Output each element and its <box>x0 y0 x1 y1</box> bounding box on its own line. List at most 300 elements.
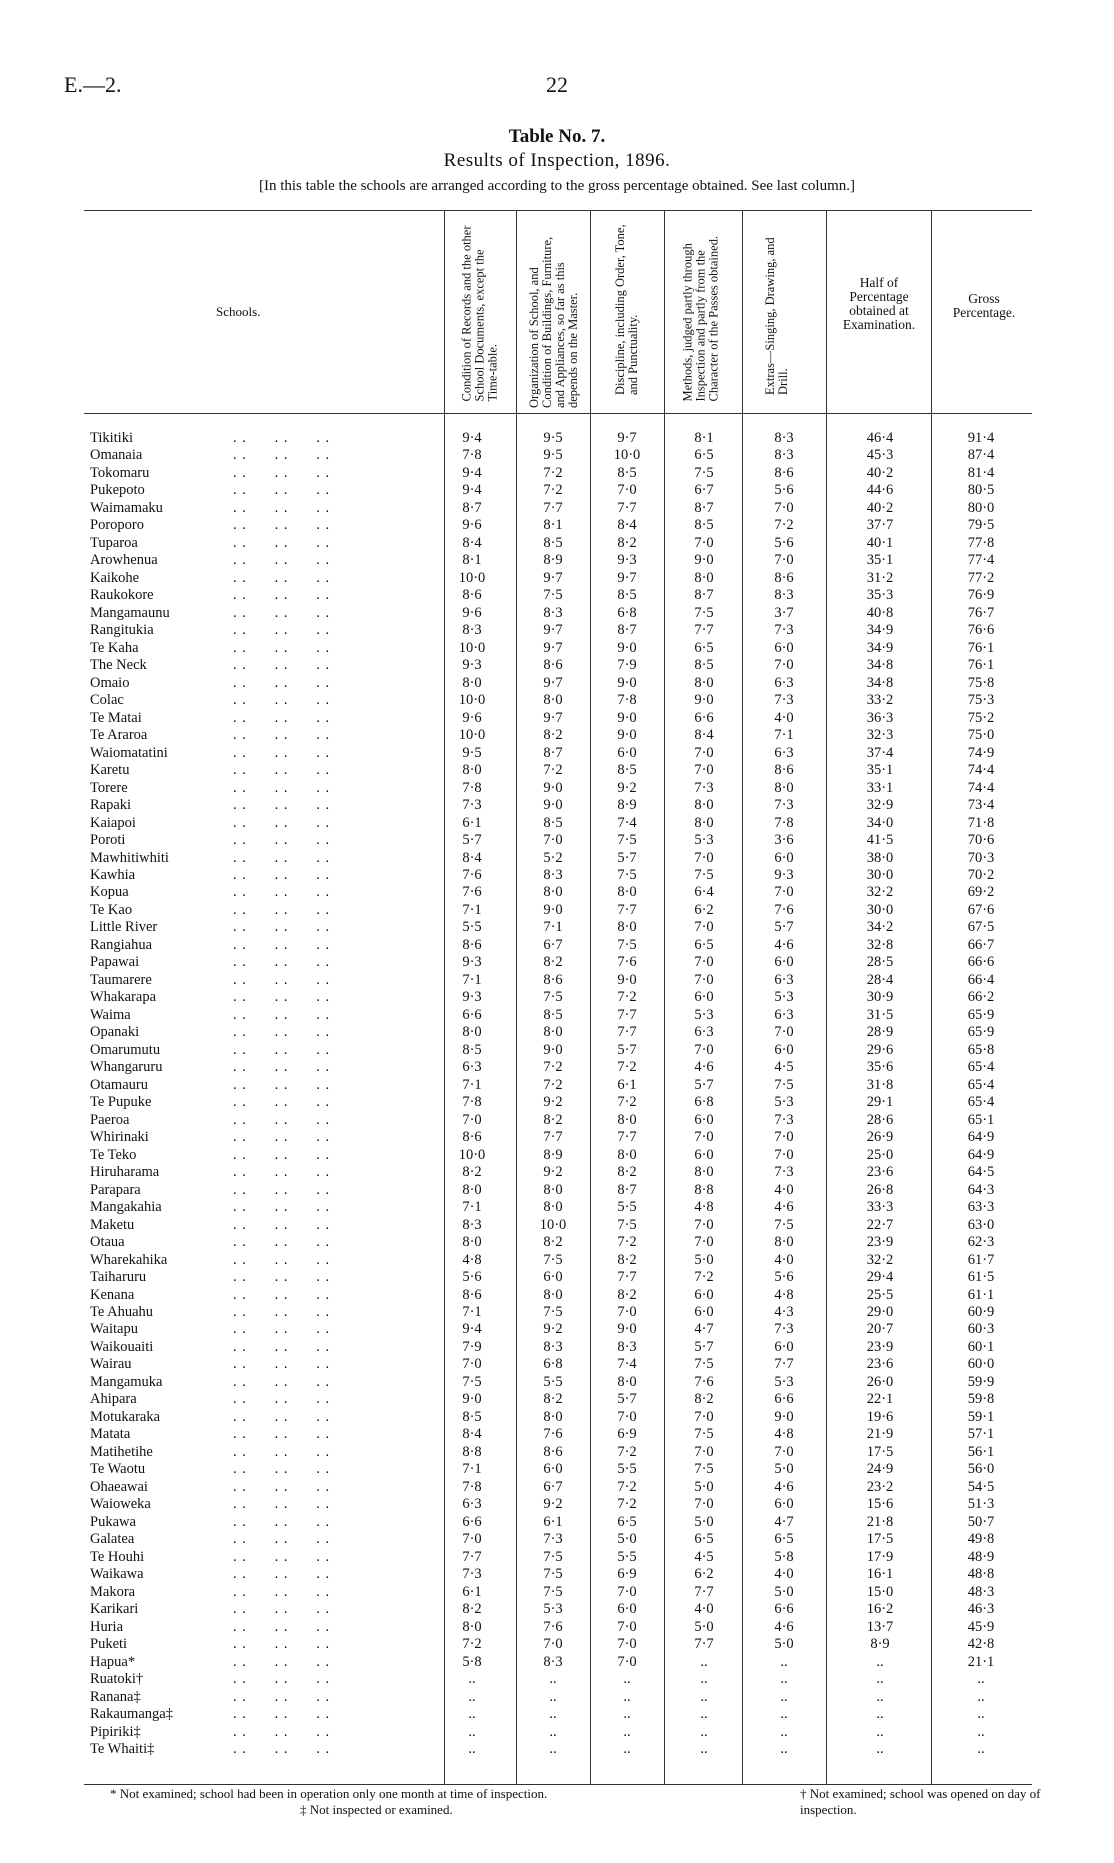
records-score: 7·7 <box>462 1548 482 1565</box>
school-name: Te Kaha <box>90 639 139 656</box>
leader-dots: . . . . . . <box>233 587 331 604</box>
half-percentage: 26·9 <box>866 1129 894 1146</box>
discipline-score: 7·5 <box>617 867 637 883</box>
extras-score: 6·0 <box>774 1041 794 1058</box>
half-percentage: 29·0 <box>866 1304 894 1320</box>
methods-score: 8·4 <box>694 727 714 744</box>
extras-score: 7·0 <box>774 552 794 569</box>
table-subtitle: Results of Inspection, 1896. <box>443 150 671 171</box>
half-percentage: 34·9 <box>866 639 894 656</box>
organization-score: 9·5 <box>543 447 563 464</box>
half-percentage: 23·9 <box>866 1234 894 1251</box>
school-name: Omaio <box>90 674 130 691</box>
records-score: 8·0 <box>462 1234 482 1251</box>
records-score: 7·8 <box>462 1478 482 1495</box>
half-percentage: 28·5 <box>866 954 894 971</box>
methods-score: 7·5 <box>694 464 714 481</box>
gross-percentage: 66·2 <box>967 989 995 1006</box>
methods-score: 7·0 <box>694 534 714 551</box>
table-row <box>0 937 1114 954</box>
extras-score: 4·5 <box>774 1059 794 1076</box>
organization-score: 5·5 <box>543 1373 563 1390</box>
records-score: 9·3 <box>462 954 482 971</box>
methods-score: .. <box>700 1706 708 1723</box>
table-row <box>0 1531 1114 1548</box>
organization-score: 9·7 <box>543 569 563 586</box>
extras-score: 6·6 <box>774 1601 794 1618</box>
gross-percentage: .. <box>977 1723 985 1740</box>
discipline-score: 9·0 <box>617 971 637 988</box>
extras-score: 7·3 <box>774 622 794 639</box>
methods-score: 7·2 <box>694 1269 714 1286</box>
table-row <box>0 1042 1114 1059</box>
leader-dots: . . . . . . <box>233 1601 331 1618</box>
extras-score: 4·8 <box>774 1426 794 1443</box>
table-row <box>0 1566 1114 1583</box>
table-row <box>0 622 1114 639</box>
methods-score: 6·3 <box>694 1024 714 1041</box>
header-extras: Extras—Singing, Drawing, and Drill. <box>763 237 790 395</box>
half-percentage: 35·1 <box>866 762 894 779</box>
gross-percentage: 69·2 <box>967 884 995 901</box>
header-gross-percentage: Gross Percentage. <box>952 291 1016 320</box>
records-score: 9·0 <box>462 1391 482 1408</box>
records-score: 7·0 <box>462 1111 482 1128</box>
half-percentage: 24·9 <box>866 1461 894 1478</box>
leader-dots: . . . . . . <box>233 1706 331 1723</box>
gross-percentage: 54·5 <box>967 1478 995 1495</box>
records-score: 7·8 <box>462 1094 482 1111</box>
leader-dots: . . . . . . <box>233 1338 331 1355</box>
table-row <box>0 657 1114 674</box>
organization-score: .. <box>549 1723 557 1740</box>
gross-percentage: 77·4 <box>967 552 995 569</box>
methods-score: 7·0 <box>694 744 714 761</box>
organization-score: 9·2 <box>543 1496 563 1513</box>
header-schools: Schools. <box>216 304 261 319</box>
gross-percentage: 76·9 <box>967 587 995 604</box>
leader-dots: . . . . . . <box>233 569 331 586</box>
methods-score: 9·0 <box>694 552 714 569</box>
school-name: Taumarere <box>90 971 152 988</box>
discipline-score: 5·5 <box>617 1199 637 1216</box>
half-percentage: 13·7 <box>866 1618 894 1635</box>
table-row <box>0 745 1114 762</box>
extras-score: 6·0 <box>774 1496 794 1513</box>
gross-percentage: 67·5 <box>967 919 995 936</box>
organization-score: 7·0 <box>543 1636 563 1653</box>
leader-dots: . . . . . . <box>233 1408 331 1425</box>
extras-score: 4·6 <box>774 1618 794 1635</box>
extras-score: 6·5 <box>774 1531 794 1548</box>
organization-score: 9·2 <box>543 1321 563 1338</box>
table-row <box>0 1636 1114 1653</box>
school-name: Mangamuka <box>90 1373 163 1390</box>
gross-percentage: 21·1 <box>967 1653 995 1670</box>
page-number: 22 <box>546 72 568 97</box>
leader-dots: . . . . . . <box>233 1741 331 1757</box>
records-score: 7·1 <box>462 971 482 988</box>
organization-score: 7·2 <box>543 1076 563 1093</box>
half-percentage: 22·7 <box>866 1216 894 1233</box>
extras-score: 3·7 <box>774 604 794 621</box>
organization-score: 6·0 <box>543 1269 563 1286</box>
extras-score: 5·0 <box>774 1636 794 1653</box>
table-row <box>0 919 1114 936</box>
extras-score: 7·0 <box>774 1443 794 1460</box>
table-row <box>0 972 1114 989</box>
methods-score: 6·7 <box>694 482 714 499</box>
table-row <box>0 815 1114 832</box>
extras-score: 6·0 <box>774 954 794 971</box>
page-reference: E.—2. <box>64 72 122 97</box>
methods-score: 8·0 <box>694 674 714 691</box>
records-score: .. <box>468 1688 476 1705</box>
school-name: Omarumutu <box>90 1041 161 1058</box>
gross-percentage: 60·0 <box>967 1356 995 1373</box>
discipline-score: 7·2 <box>617 1059 637 1076</box>
extras-score: 6·0 <box>774 639 794 656</box>
methods-score: .. <box>700 1688 708 1705</box>
leader-dots: . . . . . . <box>233 622 331 639</box>
discipline-score: 7·2 <box>617 989 637 1006</box>
extras-score: .. <box>780 1741 788 1757</box>
half-percentage: 33·2 <box>866 692 894 709</box>
gross-percentage: 64·9 <box>967 1146 995 1163</box>
leader-dots: . . . . . . <box>233 1234 331 1251</box>
records-score: 9·6 <box>462 517 482 534</box>
gross-percentage: 60·9 <box>967 1304 995 1320</box>
extras-score: 7·1 <box>774 727 794 744</box>
organization-score: 7·2 <box>543 1059 563 1076</box>
organization-score: 7·1 <box>543 919 563 936</box>
header-records: Condition of Records and the other School Documents, except the Time-table. <box>459 225 500 402</box>
methods-score: 5·0 <box>694 1251 714 1268</box>
records-score: 5·6 <box>462 1269 482 1286</box>
table-row <box>0 500 1114 517</box>
table-row <box>0 1147 1114 1164</box>
records-score: 7·3 <box>462 797 482 814</box>
methods-score: 4·7 <box>694 1321 714 1338</box>
half-percentage: 40·8 <box>866 604 894 621</box>
table-row <box>0 1182 1114 1199</box>
organization-score: 6·7 <box>543 1478 563 1495</box>
gross-percentage: 76·1 <box>967 639 995 656</box>
organization-score: 6·7 <box>543 936 563 953</box>
school-name: Parapara <box>90 1181 141 1198</box>
half-percentage: 20·7 <box>866 1321 894 1338</box>
school-name: Te Whaiti‡ <box>90 1741 155 1757</box>
school-name: The Neck <box>90 657 147 674</box>
discipline-score: .. <box>623 1706 631 1723</box>
leader-dots: . . . . . . <box>233 430 331 446</box>
organization-score: 8·0 <box>543 1408 563 1425</box>
records-score: 8·8 <box>462 1443 482 1460</box>
extras-score: 7·0 <box>774 884 794 901</box>
methods-score: 7·5 <box>694 604 714 621</box>
organization-score: 8·6 <box>543 1443 563 1460</box>
organization-score: 8·2 <box>543 1234 563 1251</box>
table-row <box>0 989 1114 1006</box>
gross-percentage: 63·3 <box>967 1199 995 1216</box>
leader-dots: . . . . . . <box>233 674 331 691</box>
records-score: 8·6 <box>462 936 482 953</box>
school-name: Hapua* <box>90 1653 136 1670</box>
leader-dots: . . . . . . <box>233 1024 331 1041</box>
half-percentage: 17·9 <box>866 1548 894 1565</box>
gross-percentage: 42·8 <box>967 1636 995 1653</box>
gross-percentage: 74·9 <box>967 744 995 761</box>
methods-score: 7·0 <box>694 1216 714 1233</box>
table-row <box>0 1584 1114 1601</box>
half-percentage: 30·9 <box>866 989 894 1006</box>
organization-score: 8·6 <box>543 657 563 674</box>
gross-percentage: .. <box>977 1706 985 1723</box>
half-percentage: 35·3 <box>866 587 894 604</box>
organization-score: 7·6 <box>543 1618 563 1635</box>
records-score: 8·6 <box>462 587 482 604</box>
extras-score: 5·0 <box>774 1583 794 1600</box>
leader-dots: . . . . . . <box>233 954 331 971</box>
organization-score: 7·6 <box>543 1426 563 1443</box>
methods-score: 8·2 <box>694 1391 714 1408</box>
extras-score: 4·6 <box>774 1199 794 1216</box>
school-name: Maketu <box>90 1216 135 1233</box>
discipline-score: 7·0 <box>617 1408 637 1425</box>
leader-dots: . . . . . . <box>233 867 331 883</box>
half-percentage: 23·6 <box>866 1164 894 1181</box>
table-row <box>0 850 1114 867</box>
table-row <box>0 1601 1114 1618</box>
table-row <box>0 710 1114 727</box>
extras-score: 6·3 <box>774 674 794 691</box>
footnote-double-dagger: ‡ Not inspected or examined. <box>300 1802 453 1817</box>
school-name: Karikari <box>90 1601 139 1618</box>
methods-score: 4·6 <box>694 1059 714 1076</box>
discipline-score: 5·7 <box>617 1041 637 1058</box>
discipline-score: 9·0 <box>617 727 637 744</box>
school-name: Te Pupuke <box>90 1094 152 1111</box>
organization-score: 8·5 <box>543 1006 563 1023</box>
discipline-score: 10·0 <box>613 447 641 464</box>
gross-percentage: 60·1 <box>967 1338 995 1355</box>
half-percentage: 29·6 <box>866 1041 894 1058</box>
leader-dots: . . . . . . <box>233 1129 331 1146</box>
discipline-score: 7·4 <box>617 1356 637 1373</box>
table-row <box>0 1514 1114 1531</box>
extras-score: 7·3 <box>774 1321 794 1338</box>
gross-percentage: 51·3 <box>967 1496 995 1513</box>
gross-percentage: 77·2 <box>967 569 995 586</box>
extras-score: 8·6 <box>774 762 794 779</box>
records-score: .. <box>468 1671 476 1688</box>
records-score: 8·4 <box>462 849 482 866</box>
organization-score: 7·2 <box>543 482 563 499</box>
records-score: .. <box>468 1741 476 1757</box>
table-row <box>0 1164 1114 1181</box>
methods-score: 6·6 <box>694 709 714 726</box>
school-name: Galatea <box>90 1531 135 1548</box>
header-discipline: Discipline, including Order, Tone, and Punctuality. <box>613 224 640 395</box>
leader-dots: . . . . . . <box>233 1199 331 1216</box>
table-row <box>0 1461 1114 1478</box>
extras-score: 8·6 <box>774 464 794 481</box>
discipline-score: 8·7 <box>617 622 637 639</box>
school-name: Otaua <box>90 1234 125 1251</box>
table-row <box>0 1129 1114 1146</box>
leader-dots: . . . . . . <box>233 517 331 534</box>
methods-score: 6·5 <box>694 447 714 464</box>
half-percentage: 40·2 <box>866 464 894 481</box>
methods-score: 4·8 <box>694 1199 714 1216</box>
gross-percentage: 65·4 <box>967 1059 995 1076</box>
gross-percentage: 48·8 <box>967 1566 995 1583</box>
gross-percentage: 71·8 <box>967 814 995 831</box>
organization-score: 10·0 <box>539 1216 567 1233</box>
organization-score: 6·0 <box>543 1461 563 1478</box>
leader-dots: . . . . . . <box>233 1373 331 1390</box>
half-percentage: 33·1 <box>866 779 894 796</box>
extras-score: 8·3 <box>774 430 794 446</box>
table-row <box>0 1374 1114 1391</box>
table-row <box>0 430 1114 447</box>
methods-score: 6·5 <box>694 639 714 656</box>
school-name: Opanaki <box>90 1024 140 1041</box>
discipline-score: 7·9 <box>617 657 637 674</box>
gross-percentage: 59·9 <box>967 1373 995 1390</box>
leader-dots: . . . . . . <box>233 447 331 464</box>
half-percentage: 38·0 <box>866 849 894 866</box>
organization-score: 9·2 <box>543 1094 563 1111</box>
table-row <box>0 1217 1114 1234</box>
discipline-score: 8·5 <box>617 464 637 481</box>
school-name: Whirinaki <box>90 1129 149 1146</box>
gross-percentage: 75·8 <box>967 674 995 691</box>
methods-score: 7·3 <box>694 779 714 796</box>
records-score: 7·0 <box>462 1531 482 1548</box>
gross-percentage: .. <box>977 1671 985 1688</box>
discipline-score: 9·0 <box>617 639 637 656</box>
methods-score: .. <box>700 1653 708 1670</box>
gross-percentage: 81·4 <box>967 464 995 481</box>
methods-score: 6·5 <box>694 936 714 953</box>
header-half-percentage: Half of Percentage obtained at Examination. <box>842 275 916 332</box>
organization-score: 7·5 <box>543 1566 563 1583</box>
discipline-score: 5·7 <box>617 849 637 866</box>
methods-score: 7·0 <box>694 849 714 866</box>
methods-score: 8·8 <box>694 1181 714 1198</box>
school-name: Little River <box>90 919 158 936</box>
extras-score: 5·0 <box>774 1461 794 1478</box>
extras-score: 5·8 <box>774 1548 794 1565</box>
records-score: 9·4 <box>462 1321 482 1338</box>
table-row <box>0 692 1114 709</box>
methods-score: 5·0 <box>694 1618 714 1635</box>
discipline-score: 5·5 <box>617 1461 637 1478</box>
leader-dots: . . . . . . <box>233 1443 331 1460</box>
half-percentage: .. <box>876 1671 884 1688</box>
extras-score: 8·6 <box>774 569 794 586</box>
methods-score: 8·0 <box>694 1164 714 1181</box>
discipline-score: 8·0 <box>617 1373 637 1390</box>
methods-score: 6·5 <box>694 1531 714 1548</box>
organization-score: 7·2 <box>543 464 563 481</box>
leader-dots: . . . . . . <box>233 604 331 621</box>
records-score: 6·1 <box>462 814 482 831</box>
school-name: Wharekahika <box>90 1251 168 1268</box>
leader-dots: . . . . . . <box>233 832 331 849</box>
organization-score: 8·3 <box>543 604 563 621</box>
half-percentage: 40·2 <box>866 499 894 516</box>
leader-dots: . . . . . . <box>233 1076 331 1093</box>
table-row <box>0 1671 1114 1688</box>
organization-score: 8·1 <box>543 517 563 534</box>
half-percentage: 29·1 <box>866 1094 894 1111</box>
organization-score: 7·3 <box>543 1531 563 1548</box>
methods-score: 7·0 <box>694 762 714 779</box>
records-score: 9·4 <box>462 482 482 499</box>
discipline-score: 8·5 <box>617 762 637 779</box>
half-percentage: 26·0 <box>866 1373 894 1390</box>
organization-score: 8·3 <box>543 1338 563 1355</box>
records-score: 8·0 <box>462 762 482 779</box>
gross-percentage: 65·9 <box>967 1024 995 1041</box>
discipline-score: 7·7 <box>617 1129 637 1146</box>
extras-score: 5·3 <box>774 1373 794 1390</box>
records-score: 10·0 <box>458 569 486 586</box>
extras-score: 7·3 <box>774 692 794 709</box>
gross-percentage: 61·1 <box>967 1286 995 1303</box>
records-score: 8·2 <box>462 1601 482 1618</box>
extras-score: 5·3 <box>774 1094 794 1111</box>
half-percentage: 32·2 <box>866 884 894 901</box>
school-name: Tuparoa <box>90 534 138 551</box>
gross-percentage: 56·0 <box>967 1461 995 1478</box>
gross-percentage: 67·6 <box>967 901 995 918</box>
gross-percentage: 63·0 <box>967 1216 995 1233</box>
school-name: Taiharuru <box>90 1269 147 1286</box>
table-row <box>0 675 1114 692</box>
methods-score: .. <box>700 1671 708 1688</box>
table-row <box>0 1689 1114 1706</box>
leader-dots: . . . . . . <box>233 1671 331 1688</box>
gross-percentage: 64·5 <box>967 1164 995 1181</box>
gross-percentage: 59·1 <box>967 1408 995 1425</box>
leader-dots: . . . . . . <box>233 657 331 674</box>
extras-score: 4·3 <box>774 1304 794 1320</box>
gross-percentage: 70·3 <box>967 849 995 866</box>
leader-dots: . . . . . . <box>233 814 331 831</box>
leader-dots: . . . . . . <box>233 1216 331 1233</box>
half-percentage: 31·5 <box>866 1006 894 1023</box>
records-score: 7·1 <box>462 1461 482 1478</box>
leader-dots: . . . . . . <box>233 1688 331 1705</box>
half-percentage: 41·5 <box>866 832 894 849</box>
extras-score: 7·2 <box>774 517 794 534</box>
leader-dots: . . . . . . <box>233 552 331 569</box>
school-name: Te Teko <box>90 1146 137 1163</box>
discipline-score: 7·7 <box>617 1024 637 1041</box>
table-row <box>0 1426 1114 1443</box>
organization-score: 7·7 <box>543 1129 563 1146</box>
methods-score: 8·0 <box>694 814 714 831</box>
organization-score: 8·7 <box>543 744 563 761</box>
school-name: Huria <box>90 1618 124 1635</box>
table-top-rule <box>84 210 1032 211</box>
gross-percentage: 45·9 <box>967 1618 995 1635</box>
discipline-score: 5·0 <box>617 1531 637 1548</box>
school-name: Waikouaiti <box>90 1338 154 1355</box>
